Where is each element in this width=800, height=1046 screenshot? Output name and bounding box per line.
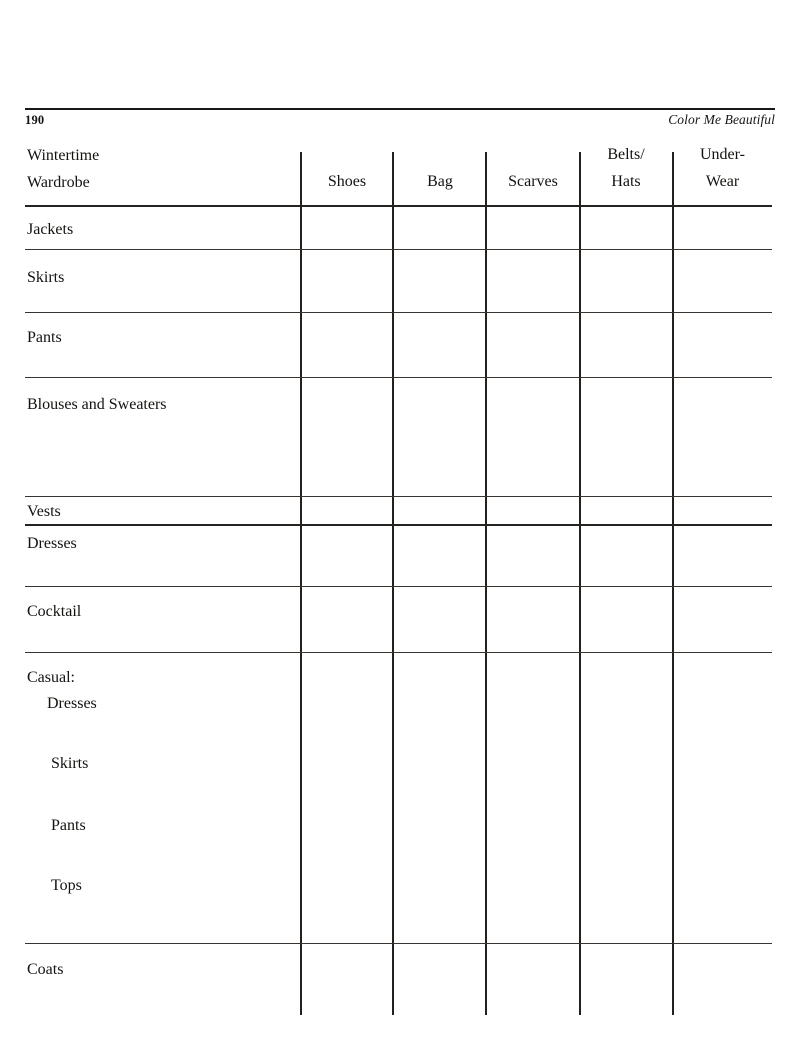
column-header-belts-hats-line1: Belts/	[607, 146, 645, 163]
cell-casual-under-wear[interactable]	[674, 654, 772, 942]
row-label-skirts: Skirts	[27, 269, 65, 286]
table-stub-head-line2: Wardrobe	[27, 174, 90, 191]
cell-blouses-and-sweaters-under-wear[interactable]	[674, 379, 772, 495]
rule-below-pants	[25, 377, 772, 378]
row-label-cocktail: Cocktail	[27, 603, 82, 620]
cell-dresses-belts-hats[interactable]	[581, 526, 671, 585]
cell-coats-scarves[interactable]	[487, 945, 578, 1015]
book-title: Color Me Beautiful	[668, 112, 775, 127]
column-header-scarves-line1: Scarves	[508, 173, 558, 190]
row-label-casual-skirts: Skirts	[51, 755, 89, 772]
row-label-coats: Coats	[27, 961, 64, 978]
cell-pants-bag[interactable]	[394, 314, 484, 376]
running-head-rule	[25, 108, 775, 110]
cell-skirts-under-wear[interactable]	[674, 251, 772, 311]
cell-pants-belts-hats[interactable]	[581, 314, 671, 376]
rule-below-blouses-and-sweaters	[25, 496, 772, 497]
cell-casual-scarves[interactable]	[487, 654, 578, 942]
row-label-casual-pants: Pants	[51, 817, 86, 834]
wintertime-wardrobe-table	[25, 140, 775, 1020]
row-label-vests: Vests	[27, 503, 61, 520]
table-stub-head-line1: Wintertime	[27, 147, 100, 164]
cell-dresses-bag[interactable]	[394, 526, 484, 585]
column-header-shoes-line1: Shoes	[327, 173, 367, 190]
cell-coats-belts-hats[interactable]	[581, 945, 671, 1015]
row-label-blouses-and-sweaters: Blouses and Sweaters	[27, 396, 167, 413]
rule-below-jackets	[25, 249, 772, 250]
column-header-bag-line1: Bag	[427, 173, 453, 190]
cell-blouses-and-sweaters-scarves[interactable]	[487, 379, 578, 495]
cell-pants-scarves[interactable]	[487, 314, 578, 376]
page-number: 190	[25, 113, 45, 127]
cell-dresses-under-wear[interactable]	[674, 526, 772, 585]
cell-cocktail-scarves[interactable]	[487, 588, 578, 651]
cell-vests-scarves[interactable]	[487, 498, 578, 523]
cell-cocktail-under-wear[interactable]	[674, 588, 772, 651]
row-label-casual-dresses: Dresses	[47, 695, 97, 712]
cell-casual-bag[interactable]	[394, 654, 484, 942]
cell-cocktail-shoes[interactable]	[302, 588, 391, 651]
cell-pants-shoes[interactable]	[302, 314, 391, 376]
column-header-under-wear-line2: Wear	[705, 173, 740, 190]
cell-vests-under-wear[interactable]	[674, 498, 772, 523]
cell-jackets-bag[interactable]	[394, 207, 484, 248]
cell-dresses-shoes[interactable]	[302, 526, 391, 585]
cell-skirts-belts-hats[interactable]	[581, 251, 671, 311]
cell-skirts-shoes[interactable]	[302, 251, 391, 311]
cell-casual-shoes[interactable]	[302, 654, 391, 942]
rule-below-dresses	[25, 586, 772, 587]
cell-jackets-belts-hats[interactable]	[581, 207, 671, 248]
cell-cocktail-bag[interactable]	[394, 588, 484, 651]
row-label-dresses: Dresses	[27, 535, 77, 552]
cell-vests-shoes[interactable]	[302, 498, 391, 523]
cell-coats-bag[interactable]	[394, 945, 484, 1015]
cell-coats-under-wear[interactable]	[674, 945, 772, 1015]
cell-skirts-scarves[interactable]	[487, 251, 578, 311]
cell-blouses-and-sweaters-belts-hats[interactable]	[581, 379, 671, 495]
row-label-pants: Pants	[27, 329, 62, 346]
cell-pants-under-wear[interactable]	[674, 314, 772, 376]
row-label-casual-tops: Tops	[51, 877, 82, 894]
running-head	[25, 108, 775, 134]
cell-blouses-and-sweaters-bag[interactable]	[394, 379, 484, 495]
cell-coats-shoes[interactable]	[302, 945, 391, 1015]
rule-below-casual-group	[25, 943, 772, 944]
cell-jackets-under-wear[interactable]	[674, 207, 772, 248]
cell-cocktail-belts-hats[interactable]	[581, 588, 671, 651]
cell-skirts-bag[interactable]	[394, 251, 484, 311]
column-header-under-wear-line1: Under-	[700, 146, 745, 163]
rule-below-skirts	[25, 312, 772, 313]
rule-below-cocktail	[25, 652, 772, 653]
row-label-jackets: Jackets	[27, 221, 74, 238]
cell-jackets-shoes[interactable]	[302, 207, 391, 248]
column-header-belts-hats-line2: Hats	[611, 173, 641, 190]
cell-blouses-and-sweaters-shoes[interactable]	[302, 379, 391, 495]
cell-vests-belts-hats[interactable]	[581, 498, 671, 523]
cell-casual-belts-hats[interactable]	[581, 654, 671, 942]
cell-jackets-scarves[interactable]	[487, 207, 578, 248]
row-label-casual: Casual:	[27, 669, 75, 686]
cell-vests-bag[interactable]	[394, 498, 484, 523]
cell-dresses-scarves[interactable]	[487, 526, 578, 585]
